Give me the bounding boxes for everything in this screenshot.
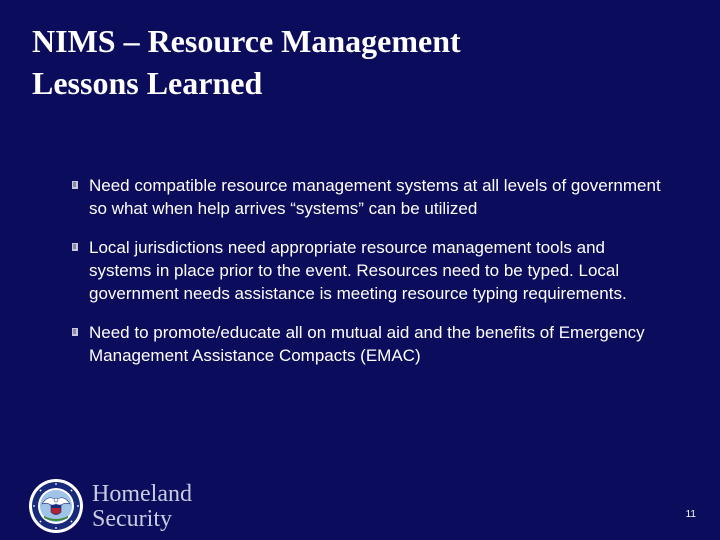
homeland-security-logo [28, 478, 218, 534]
slide-title [32, 20, 692, 104]
bullet-item [72, 236, 672, 305]
bullet-text: Need to promote/educate all on mutual aid and the benefits of Emergency Management Assistance Compacts (EMAC) [89, 323, 645, 365]
bullet-item [72, 174, 672, 220]
square-bullet-icon [72, 181, 78, 189]
logo-wordmark [92, 482, 192, 532]
slide-title-line-2: Lessons Learned [32, 65, 263, 101]
bullet-item [72, 321, 672, 367]
bullet-text: Need compatible resource management systems at all levels of government so what when help arrives “systems” can be utilized [89, 176, 661, 218]
square-bullet-icon [72, 328, 78, 336]
slide-title-line-1: NIMS – Resource Management [32, 23, 461, 59]
square-bullet-icon [72, 243, 78, 251]
page-number: 11 [685, 509, 696, 520]
logo-line-homeland: Homeland [92, 481, 192, 507]
bullet-list [72, 174, 672, 383]
bullet-text: Local jurisdictions need appropriate resource management tools and systems in place prior to the event. Resources need to be typed. Local government needs assistance is meeting resource typing requirements. [89, 238, 627, 303]
dhs-seal-icon [28, 478, 84, 534]
logo-line-security: Security [92, 506, 172, 532]
